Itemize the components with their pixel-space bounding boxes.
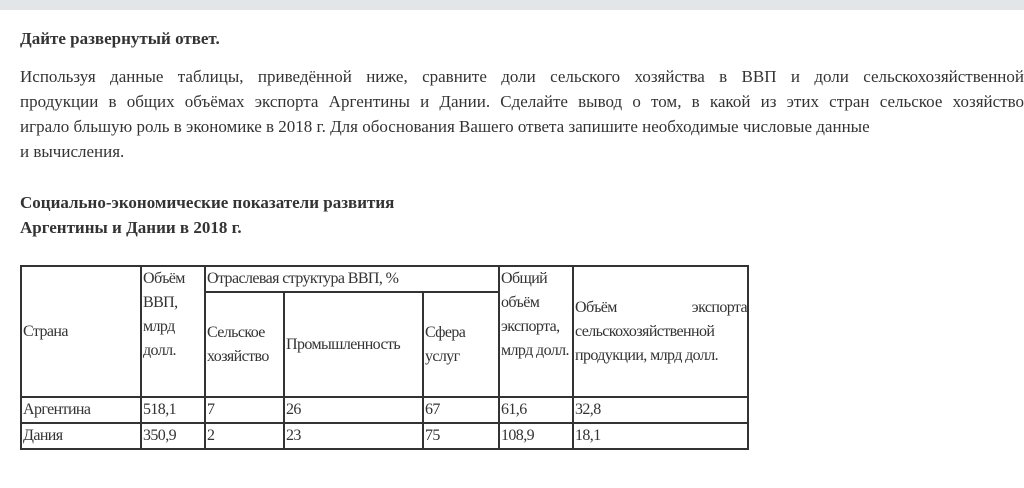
indicators-table: [20, 265, 749, 450]
question-line: Используя данные таблицы, приведённой ниже, сравните доли сельского хозяйства в ВВП и доли сельскохозяйственной: [20, 67, 1024, 86]
question-line: и вычисления.: [20, 142, 125, 161]
cell-gdp: 350,9: [141, 423, 205, 449]
cell-industry: 23: [284, 423, 423, 449]
question-text: [20, 64, 1024, 164]
cell-total-export: 108,9: [499, 423, 573, 449]
question-line: продукции в общих объёмах экспорта Аргентины и Дании. Сделайте вывод о том, в какой из этих стран сельское хозяйство: [20, 92, 1024, 111]
cell-gdp: 518,1: [141, 397, 205, 423]
header-services: Сфера услуг: [423, 292, 499, 397]
cell-services: 75: [423, 423, 499, 449]
table-title-line: Социально-экономические показатели развития: [20, 193, 395, 212]
task-heading: Дайте развернутый ответ.: [20, 29, 220, 48]
header-gdp: Объём ВВП, млрд долл.: [141, 266, 205, 397]
table-title-line: Аргентины и Дании в 2018 г.: [20, 218, 242, 237]
header-total-export: Общий объём экспорта, млрд долл.: [499, 266, 573, 397]
header-industry: Промышленность: [284, 292, 423, 397]
header-country: Страна: [21, 266, 141, 397]
cell-agriculture: 2: [205, 423, 284, 449]
header-agri-export: Объём экспорта сельскохозяйственной продукции, млрд долл.: [573, 266, 748, 397]
top-bar: [0, 0, 1024, 10]
cell-agri-export: 32,8: [573, 397, 748, 423]
cell-agriculture: 7: [205, 397, 284, 423]
table-row: [21, 423, 748, 449]
table-row: [21, 397, 748, 423]
header-agriculture: Сельское хозяйство: [205, 292, 284, 397]
cell-country: Дания: [21, 423, 141, 449]
cell-total-export: 61,6: [499, 397, 573, 423]
cell-services: 67: [423, 397, 499, 423]
cell-country: Аргентина: [21, 397, 141, 423]
cell-industry: 26: [284, 397, 423, 423]
cell-agri-export: 18,1: [573, 423, 748, 449]
question-line: играло бльшую роль в экономике в 2018 г. Для обоснования Вашего ответа запишите необходимые числовые данные: [20, 117, 870, 136]
header-structure: Отраслевая структура ВВП, %: [205, 266, 499, 292]
